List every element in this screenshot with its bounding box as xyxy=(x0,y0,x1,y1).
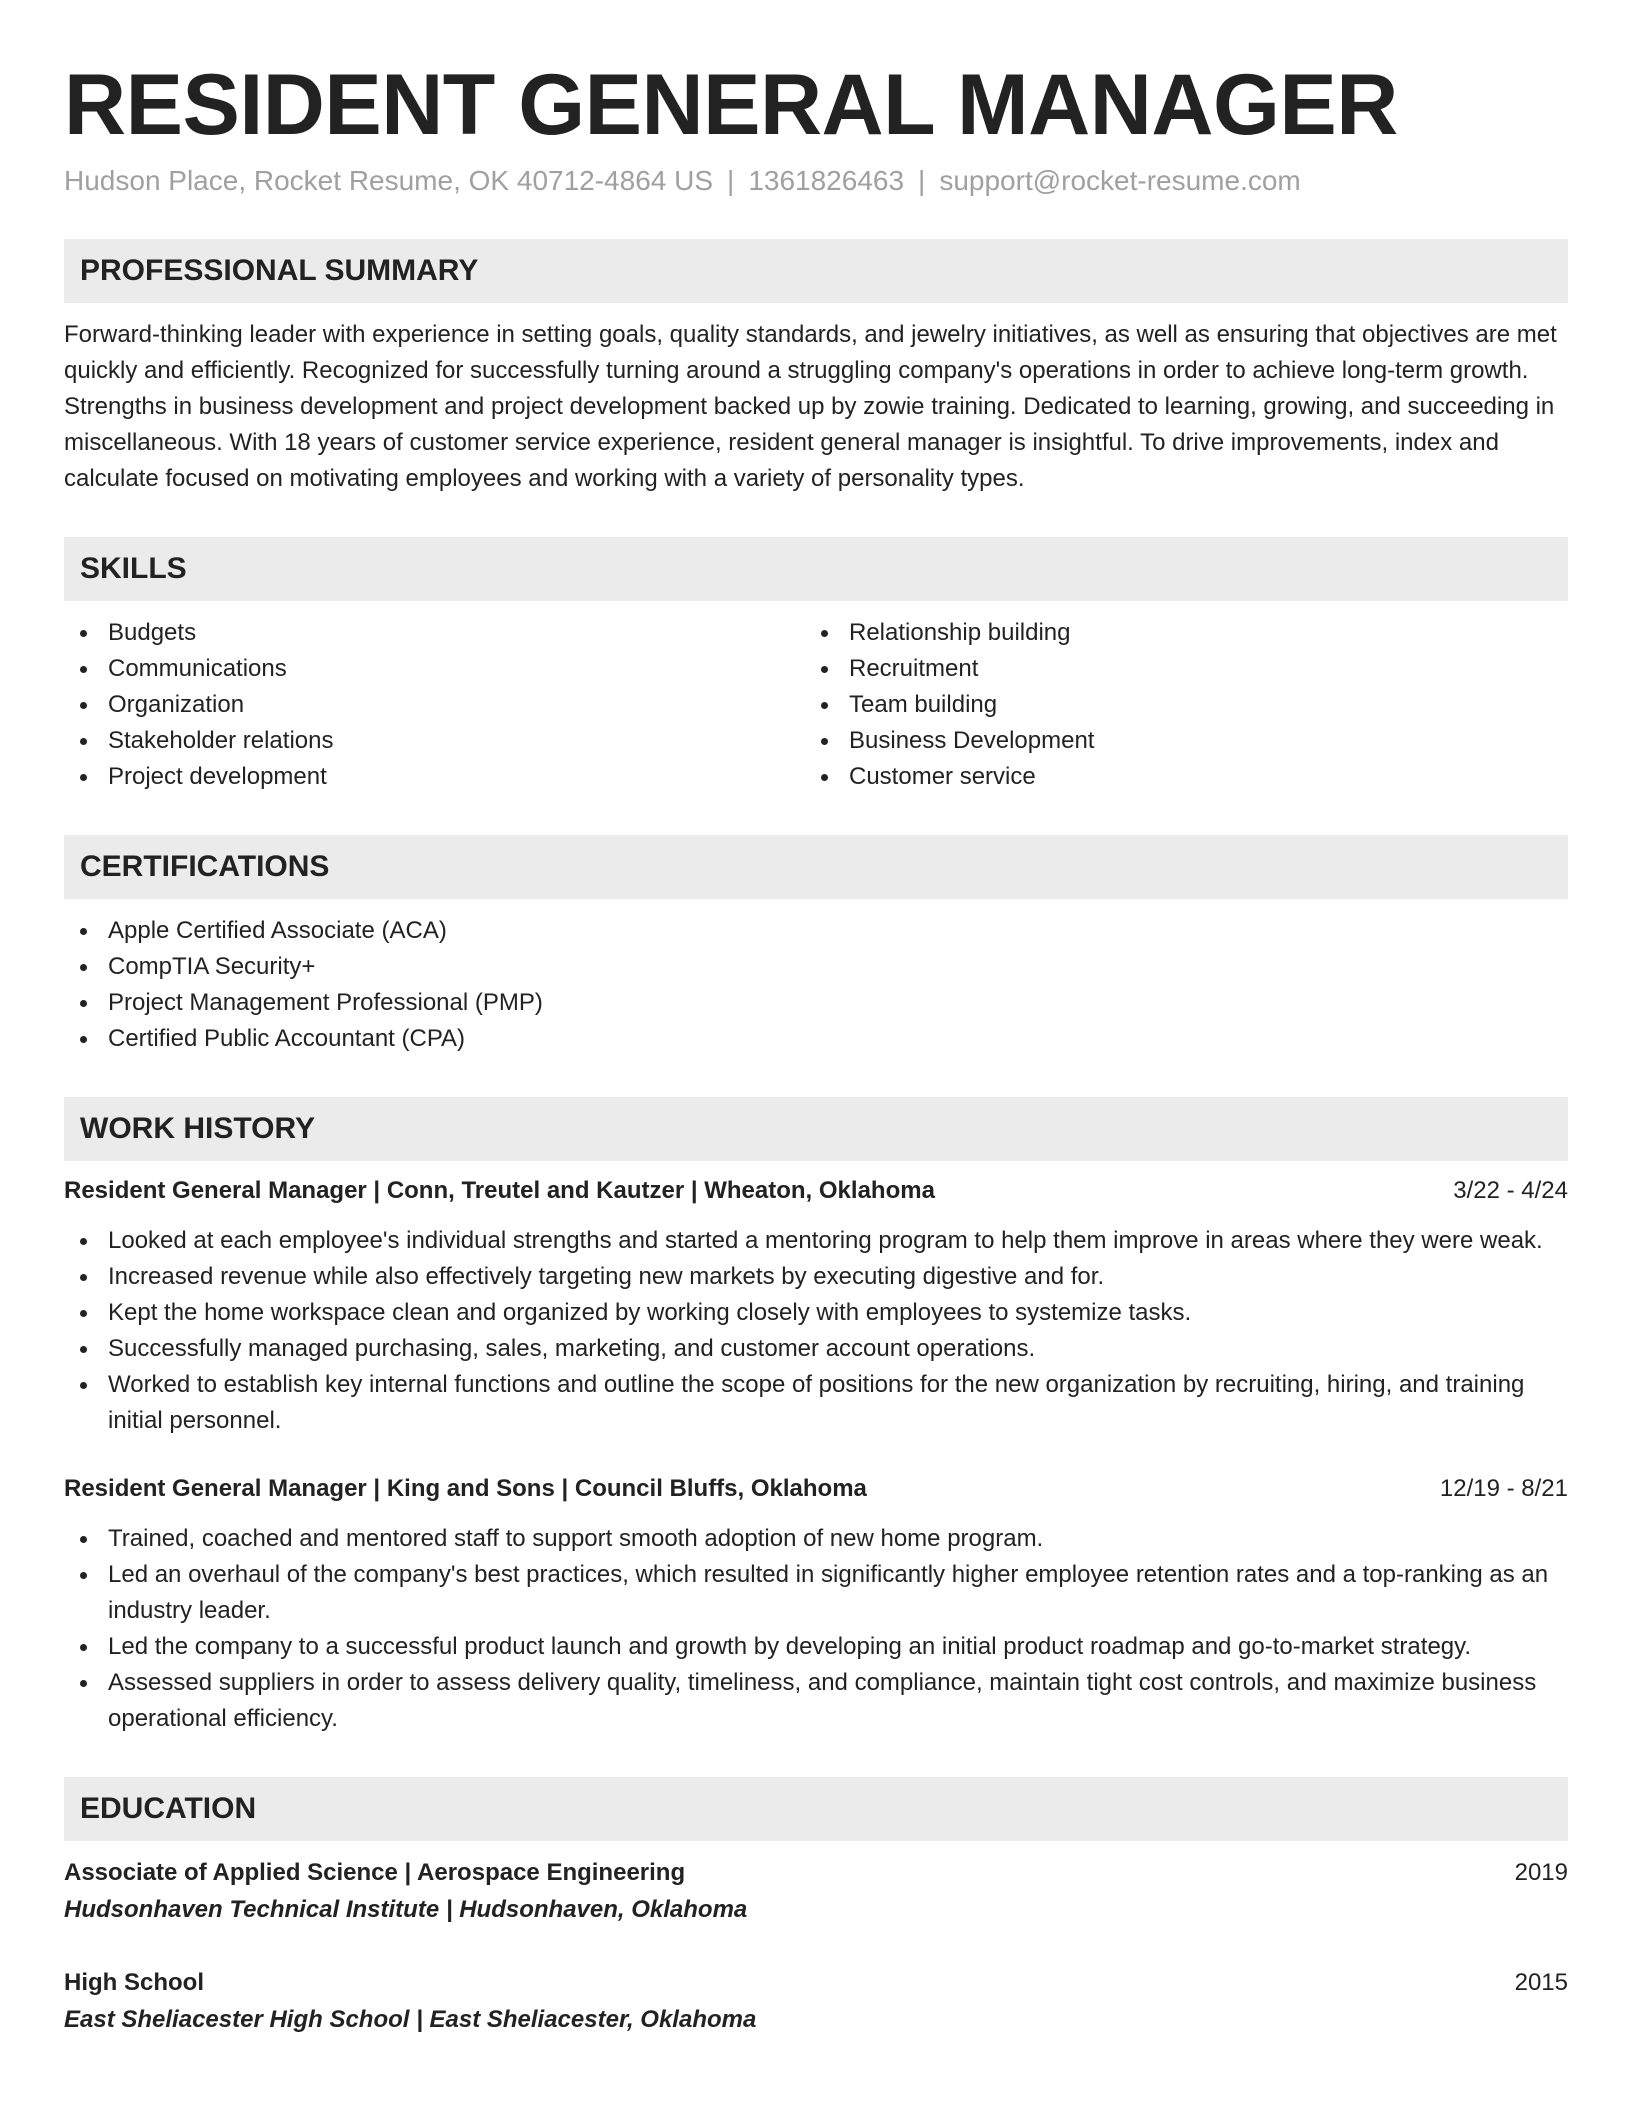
education-degree: Associate of Applied Science | Aerospace Engineering xyxy=(64,1858,686,1886)
skill-item: Stakeholder relations xyxy=(64,723,805,759)
contact-address: Hudson Place, Rocket Resume, OK 40712-4864 US xyxy=(64,164,714,196)
job-bullet-list xyxy=(64,1521,1568,1737)
certification-item: Certified Public Accountant (CPA) xyxy=(64,1021,1568,1057)
education-header xyxy=(64,1855,1568,1891)
job-dates: 3/22 - 4/24 xyxy=(1453,1176,1568,1204)
education-header xyxy=(64,1965,1568,2001)
job-bullet: Increased revenue while also effectively targeting new markets by executing digestive and for. xyxy=(64,1259,1568,1295)
certifications-list xyxy=(64,913,1568,1057)
skill-item: Project development xyxy=(64,759,805,795)
education-year: 2019 xyxy=(1514,1858,1568,1886)
education-school: East Sheliacester High School | East Sheliacester, Oklahoma xyxy=(64,2005,757,2033)
resume-name: RESIDENT GENERAL MANAGER xyxy=(64,57,1398,153)
certification-item: CompTIA Security+ xyxy=(64,949,1568,985)
job-header xyxy=(64,1471,1568,1507)
skills-list xyxy=(64,615,1568,795)
job-bullet: Worked to establish key internal functions and outline the scope of positions for the new organization by recruiting, hiring, and training initial personnel. xyxy=(64,1367,1568,1439)
job-bullet: Looked at each employee's individual strengths and started a mentoring program to help them improve in areas where they were weak. xyxy=(64,1223,1568,1259)
job-bullet: Led the company to a successful product launch and growth by developing an initial product roadmap and go-to-market strategy. xyxy=(64,1629,1568,1665)
job-bullet: Assessed suppliers in order to assess delivery quality, timeliness, and compliance, maintain tight cost controls, and maximize business operational efficiency. xyxy=(64,1665,1568,1737)
skill-item: Budgets xyxy=(64,615,805,651)
summary-text: Forward-thinking leader with experience in setting goals, quality standards, and jewelry initiatives, as well as ensuring that objectives are met quickly and efficiently. Recognized for successfully turning around a struggling company's operations in order to achieve long-term growth. Strengths in business development and project development backed up by zowie training. Dedicated to learning, growing, and succeeding in miscellaneous. With 18 years of customer service experience, resident general manager is insightful. To drive improvements, index and calculate focused on motivating employees and working with a variety of personality types. xyxy=(64,320,1557,492)
skill-item: Recruitment xyxy=(805,651,1546,687)
education-degree: High School xyxy=(64,1968,204,1996)
skills-column-right xyxy=(805,615,1546,795)
contact-line xyxy=(64,163,1568,199)
education-school: Hudsonhaven Technical Institute | Hudsonhaven, Oklahoma xyxy=(64,1895,748,1923)
job-entry xyxy=(64,1173,1568,1439)
section-heading-work-history: WORK HISTORY xyxy=(64,1097,1568,1161)
skill-item: Organization xyxy=(64,687,805,723)
job-bullet: Led an overhaul of the company's best practices, which resulted in significantly higher employee retention rates and a top-ranking as an industry leader. xyxy=(64,1557,1568,1629)
skills-column-left xyxy=(64,615,805,795)
job-title: Resident General Manager | Conn, Treutel and Kautzer | Wheaton, Oklahoma xyxy=(64,1176,935,1204)
contact-separator: | xyxy=(918,164,926,196)
skill-item: Relationship building xyxy=(805,615,1546,651)
job-bullet: Trained, coached and mentored staff to support smooth adoption of new home program. xyxy=(64,1521,1568,1557)
section-heading-certifications: CERTIFICATIONS xyxy=(64,835,1568,899)
job-title: Resident General Manager | King and Sons | Council Bluffs, Oklahoma xyxy=(64,1474,867,1502)
skill-item: Team building xyxy=(805,687,1546,723)
job-bullet: Kept the home workspace clean and organized by working closely with employees to systemize tasks. xyxy=(64,1295,1568,1331)
section-heading-summary: PROFESSIONAL SUMMARY xyxy=(64,239,1568,303)
job-bullet-list xyxy=(64,1223,1568,1439)
section-heading-education: EDUCATION xyxy=(64,1777,1568,1841)
contact-phone: 1361826463 xyxy=(748,164,905,196)
education-entry xyxy=(64,1855,1568,1929)
section-heading-skills: SKILLS xyxy=(64,537,1568,601)
skill-item: Business Development xyxy=(805,723,1546,759)
contact-email: support@rocket-resume.com xyxy=(939,164,1301,196)
job-entry xyxy=(64,1471,1568,1737)
skill-item: Communications xyxy=(64,651,805,687)
job-dates: 12/19 - 8/21 xyxy=(1439,1474,1568,1502)
job-bullet: Successfully managed purchasing, sales, marketing, and customer account operations. xyxy=(64,1331,1568,1367)
skill-item: Customer service xyxy=(805,759,1546,795)
certification-item: Apple Certified Associate (ACA) xyxy=(64,913,1568,949)
certification-item: Project Management Professional (PMP) xyxy=(64,985,1568,1021)
education-entry xyxy=(64,1965,1568,2039)
education-year: 2015 xyxy=(1514,1968,1568,1996)
contact-separator: | xyxy=(727,164,735,196)
job-header xyxy=(64,1173,1568,1209)
